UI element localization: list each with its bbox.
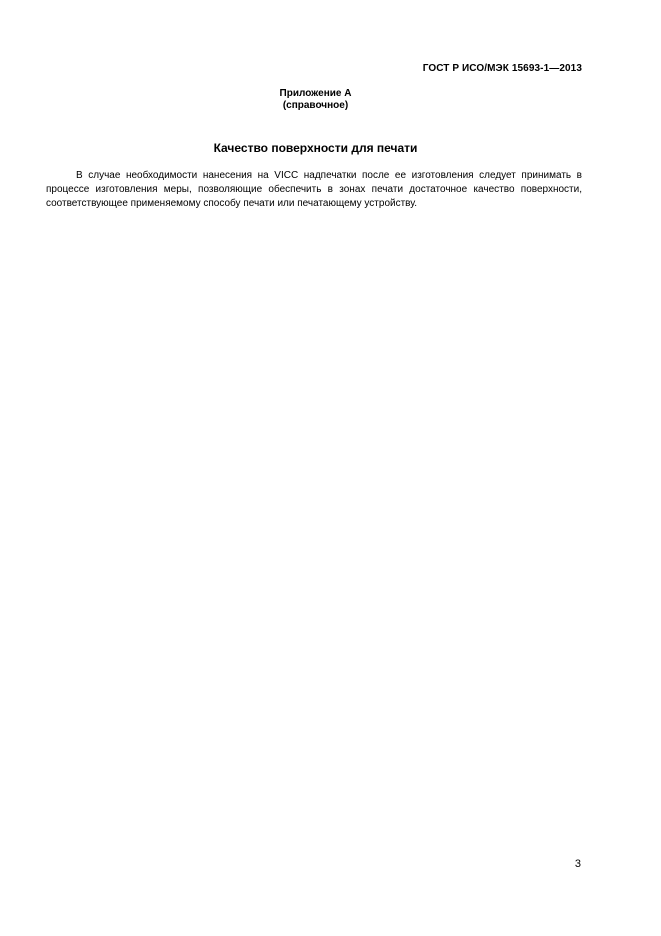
annex-label: Приложение А: [279, 88, 352, 99]
section-title: Качество поверхности для печати: [213, 141, 418, 155]
annex-heading: [0, 88, 631, 112]
document-standard-code: ГОСТ Р ИСО/МЭК 15693-1—2013: [422, 63, 582, 74]
body-paragraph: В случае необходимости нанесения на VICC надпечатки после ее изготовления следует принимать в процессе изготовления меры, позволяющие обеспечить в зонах печати достаточное качество поверхности, соответствующее применяемому способу печати или печатающему устройству.: [46, 170, 582, 209]
annex-status: (справочное): [282, 100, 349, 111]
page-number: 3: [574, 858, 581, 870]
